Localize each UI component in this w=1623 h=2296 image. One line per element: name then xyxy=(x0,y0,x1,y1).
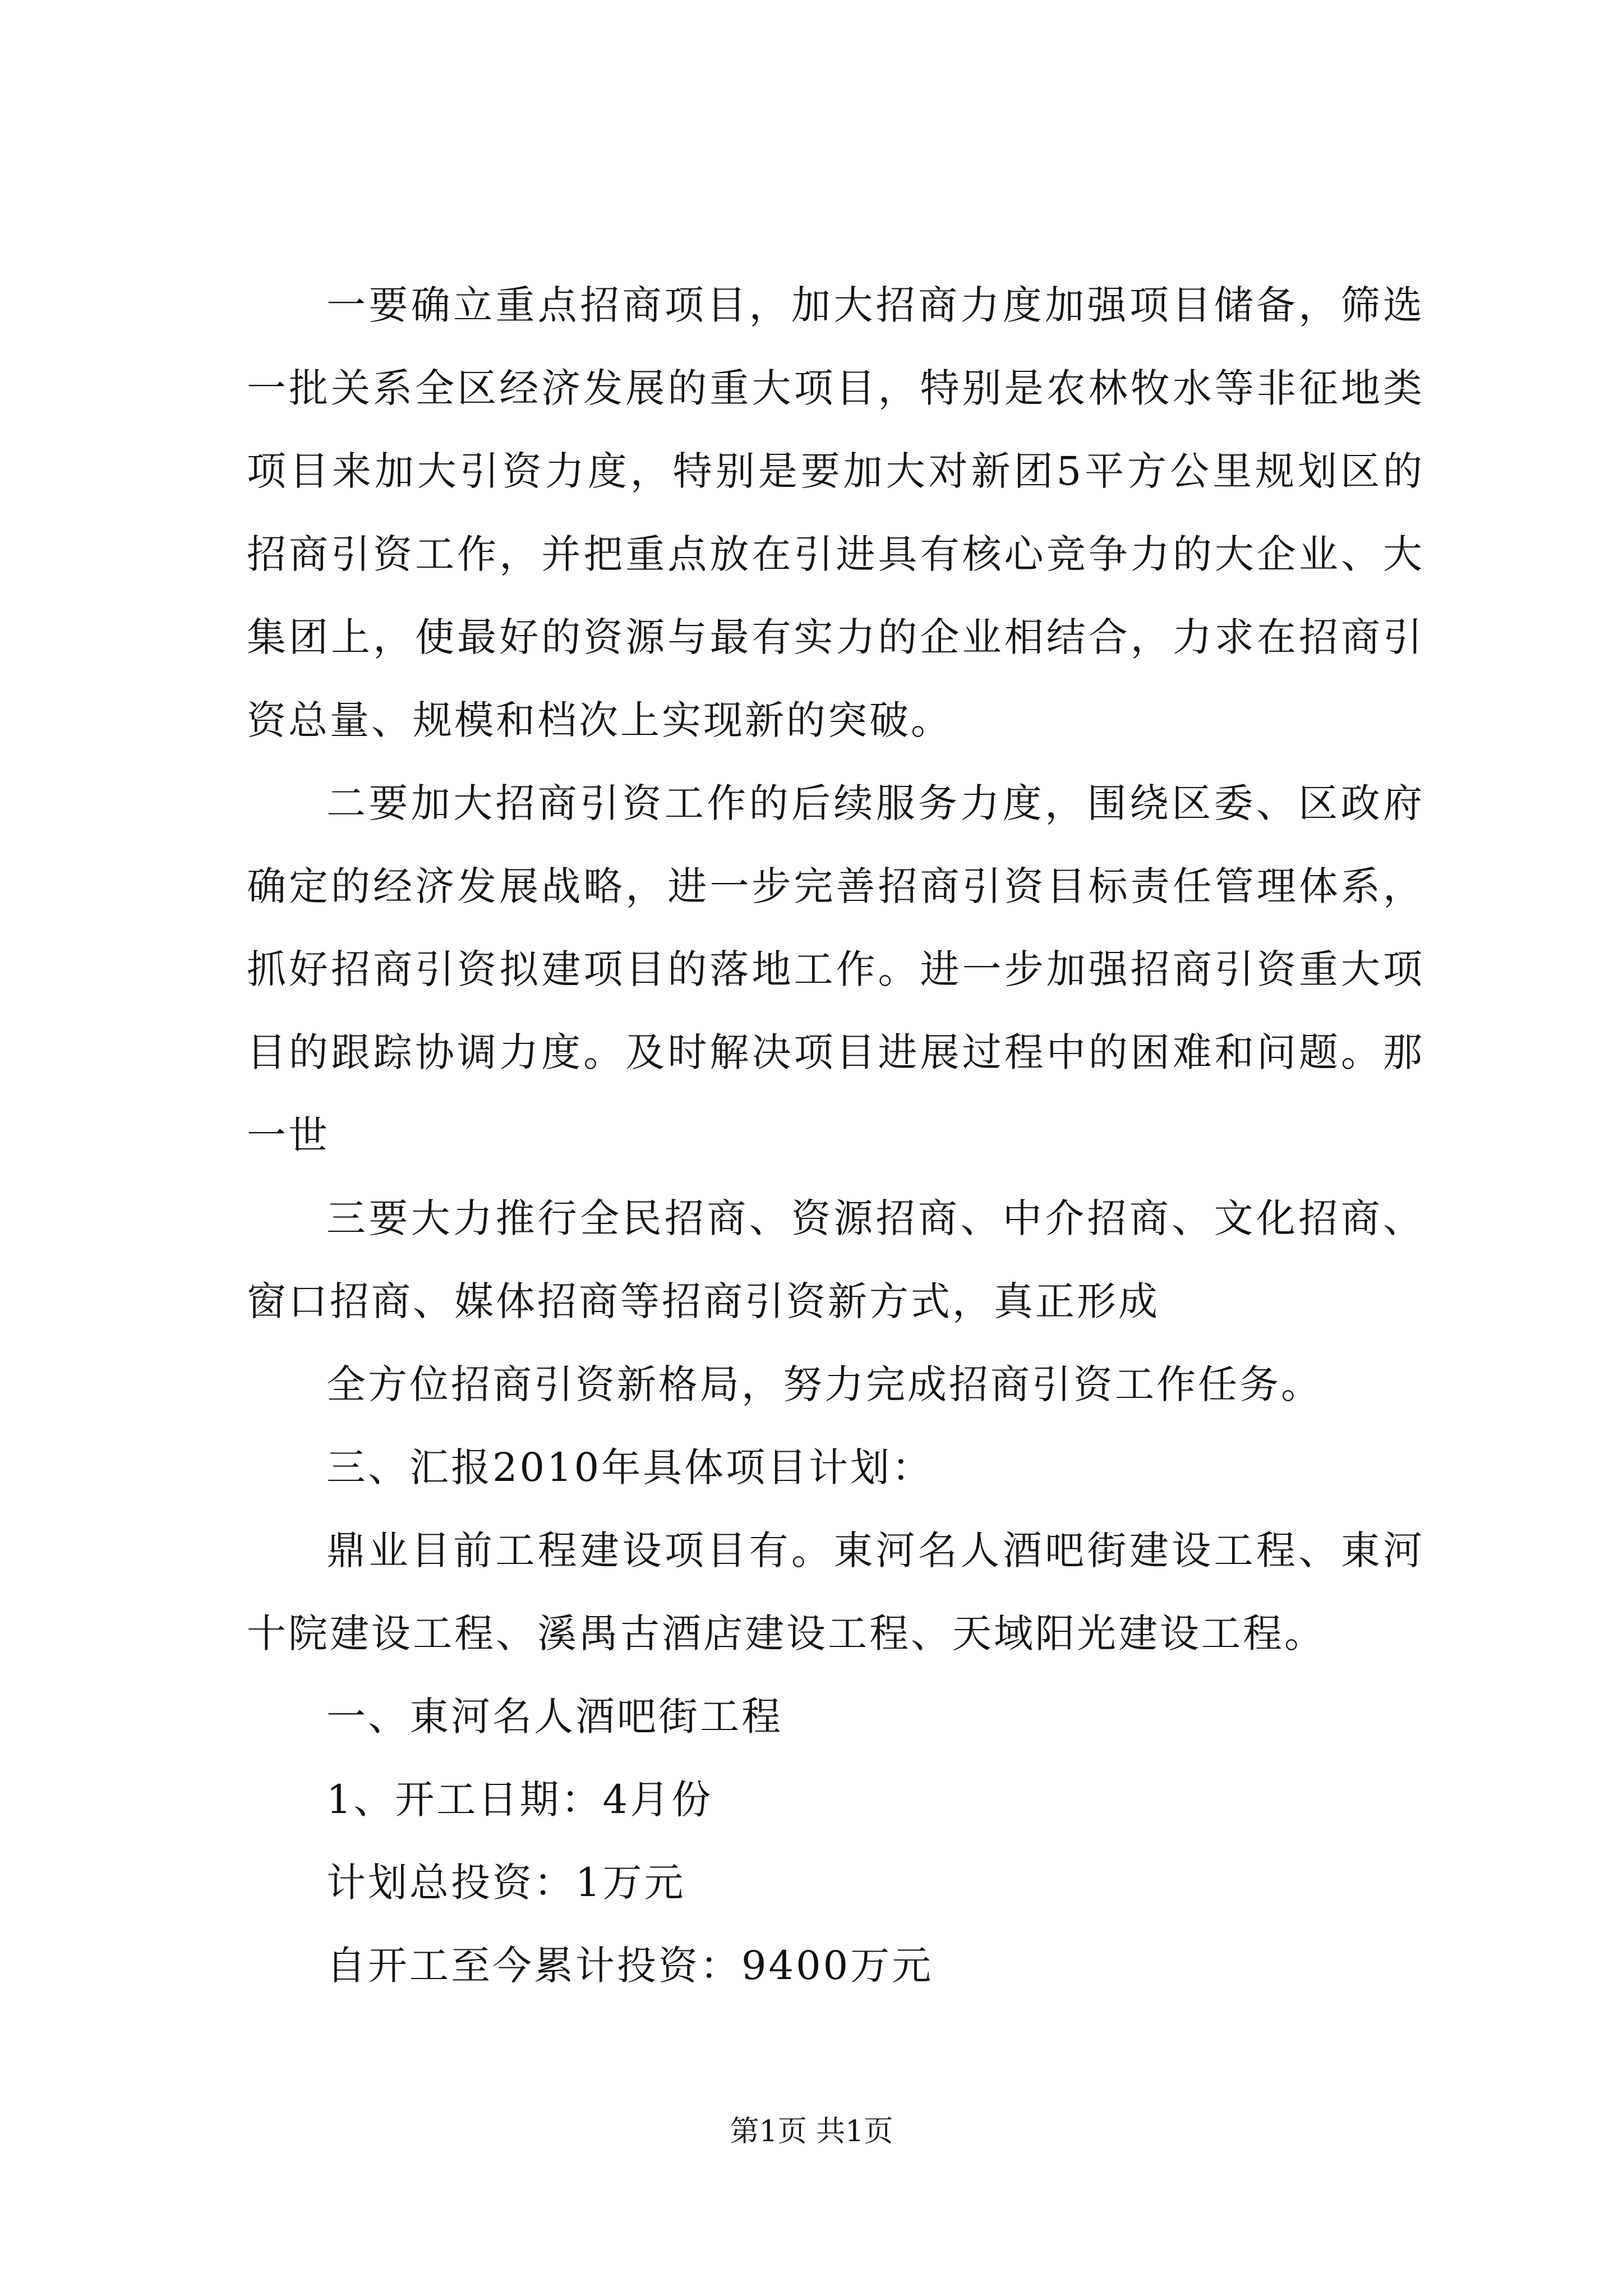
document-body xyxy=(247,264,1424,2007)
paragraph-new-methods: 三要大力推行全民招商、资源招商、中介招商、文化招商、窗口招商、媒体招商等招商引资新方式，真正形成 xyxy=(247,1195,1424,1324)
project-cumulative-investment: 自开工至今累计投资：9400万元 xyxy=(326,1943,934,1989)
paragraph-current-projects: 鼎业目前工程建设项目有。東河名人酒吧街建设工程、東河十院建设工程、溪禺古酒店建设工程、天域阳光建设工程。 xyxy=(247,1527,1424,1657)
project-planned-investment: 计划总投资：1万元 xyxy=(326,1860,686,1906)
paragraph-followup-service: 二要加大招商引资工作的后续服务力度，围绕区委、区政府确定的经济发展战略，进一步完善招商引资目标责任管理体系，抓好招商引资拟建项目的落地工作。进一步加强招商引资重大项目的跟踪协调力度。及时解决项目进展过程中的困难和问题。那一世 xyxy=(247,780,1424,1158)
paragraph-new-pattern: 全方位招商引资新格局，努力完成招商引资工作任务。 xyxy=(326,1361,1322,1407)
project-heading-bar-street: 一、東河名人酒吧街工程 xyxy=(326,1694,783,1740)
project-start-date: 1、开工日期：4月份 xyxy=(326,1777,713,1823)
paragraph-investment-priority: 一要确立重点招商项目，加大招商力度加强项目储备，筛选一批关系全区经济发展的重大项目，特别是农林牧水等非征地类项目来加大引资力度，特别是要加大对新团5平方公里规划区的招商引资工作，并把重点放在引进具有核心竞争力的大企业、大集团上，使最好的资源与最有实力的企业相结合，力求在招商引资总量、规模和档次上实现新的突破。 xyxy=(247,282,1424,743)
section-heading-2010-plan: 三、汇报2010年具体项目计划： xyxy=(326,1444,934,1490)
page-footer: 第1页 共1页 xyxy=(730,2115,893,2148)
